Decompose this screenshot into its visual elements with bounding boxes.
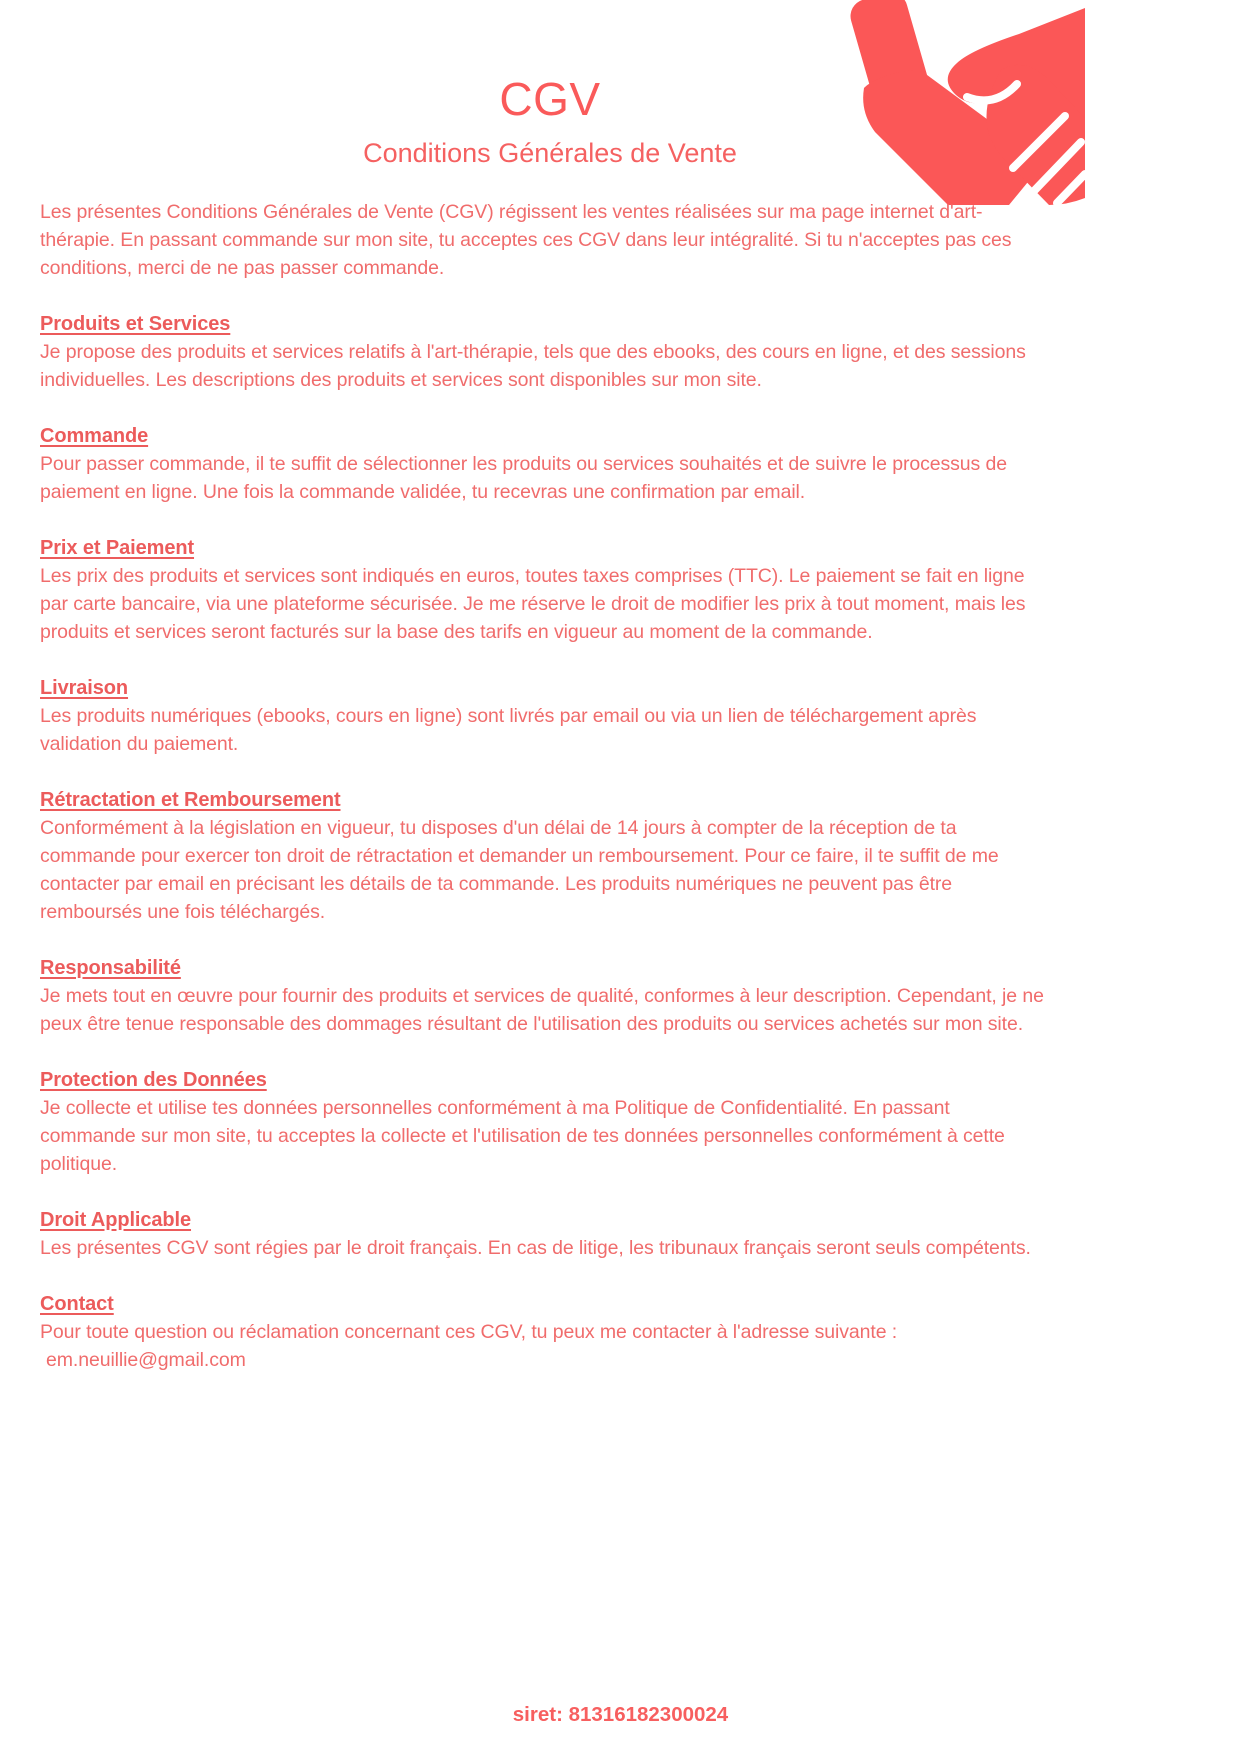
document-footer	[0, 1703, 1241, 1727]
section-protection-des-donnees	[40, 1066, 1048, 1178]
section-produits-et-services	[40, 310, 1048, 394]
section-heading: Rétractation et Remboursement	[40, 789, 341, 811]
section-paragraph: Les produits numériques (ebooks, cours en ligne) sont livrés par email ou via un lien de téléchargement après validation du paiement.	[40, 705, 977, 755]
section-paragraph: Les prix des produits et services sont indiqués en euros, toutes taxes comprises (TTC). Le paiement se fait en ligne par carte bancaire, via une plateforme sécurisée. Je me réserve le droit de modifier les prix à tout moment, mais les produits et services seront facturés sur la base des tarifs en vigueur au moment de la commande.	[40, 565, 1026, 643]
section-contact	[40, 1290, 1048, 1374]
section-paragraph: Pour passer commande, il te suffit de sélectionner les produits ou services souhaités et de suivre le processus de paiement en ligne. Une fois la commande validée, tu recevras une confirmation par email.	[40, 453, 1008, 503]
section-paragraph: Je propose des produits et services relatifs à l'art-thérapie, tels que des ebooks, des cours en ligne, et des sessions individuelles. Les descriptions des produits et services sont disponibles sur mon site.	[40, 341, 1026, 391]
siret-number: siret: 81316182300024	[512, 1703, 729, 1726]
section-heading: Responsabilité	[40, 957, 181, 979]
page-subtitle: Conditions Générales de Vente	[363, 138, 737, 168]
contact-email: em.neuillie@gmail.com	[46, 1349, 246, 1371]
section-heading: Contact	[40, 1293, 114, 1315]
intro-paragraph: Les présentes Conditions Générales de Vente (CGV) régissent les ventes réalisées sur ma page internet d'art-thérapie. En passant commande sur mon site, tu acceptes ces CGV dans leur intégralité. Si tu n'acceptes pas ces conditions, merci de ne pas passer commande.	[40, 201, 1012, 279]
section-retractation-et-remboursement	[40, 786, 1048, 926]
section-paragraph: Conformément à la législation en vigueur, tu disposes d'un délai de 14 jours à compter de la réception de ta commande pour exercer ton droit de rétractation et demander un remboursement. Pour ce faire, il te suffit de me contacter par email en précisant les détails de ta commande. Les produits numériques ne peuvent pas être remboursés une fois téléchargés.	[40, 817, 999, 923]
section-paragraph: Pour toute question ou réclamation concernant ces CGV, tu peux me contacter à l'adresse suivante :	[40, 1321, 898, 1343]
section-paragraph: Je mets tout en œuvre pour fournir des produits et services de qualité, conformes à leur description. Cependant, je ne peux être tenue responsable des dommages résultant de l'utilisation des produits ou services achetés sur mon site.	[40, 985, 1044, 1035]
section-droit-applicable	[40, 1206, 1048, 1262]
section-heading: Droit Applicable	[40, 1209, 192, 1231]
section-responsabilite	[40, 954, 1048, 1038]
section-livraison	[40, 674, 1048, 758]
section-commande	[40, 422, 1048, 506]
section-heading: Livraison	[40, 677, 129, 699]
section-prix-et-paiement	[40, 534, 1048, 646]
document-body	[40, 198, 1048, 1374]
handshake-icon	[763, 0, 1085, 205]
section-paragraph: Les présentes CGV sont régies par le droit français. En cas de litige, les tribunaux français seront seuls compétents.	[40, 1237, 1031, 1259]
section-heading: Commande	[40, 425, 149, 447]
section-paragraph: Je collecte et utilise tes données personnelles conformément à ma Politique de Confidentialité. En passant commande sur mon site, tu acceptes la collecte et l'utilisation de tes données personnelles conformément à cette politique.	[40, 1097, 1005, 1175]
section-heading: Produits et Services	[40, 313, 231, 335]
section-heading: Prix et Paiement	[40, 537, 195, 559]
section-heading: Protection des Données	[40, 1069, 267, 1091]
page-title: CGV	[499, 73, 601, 125]
